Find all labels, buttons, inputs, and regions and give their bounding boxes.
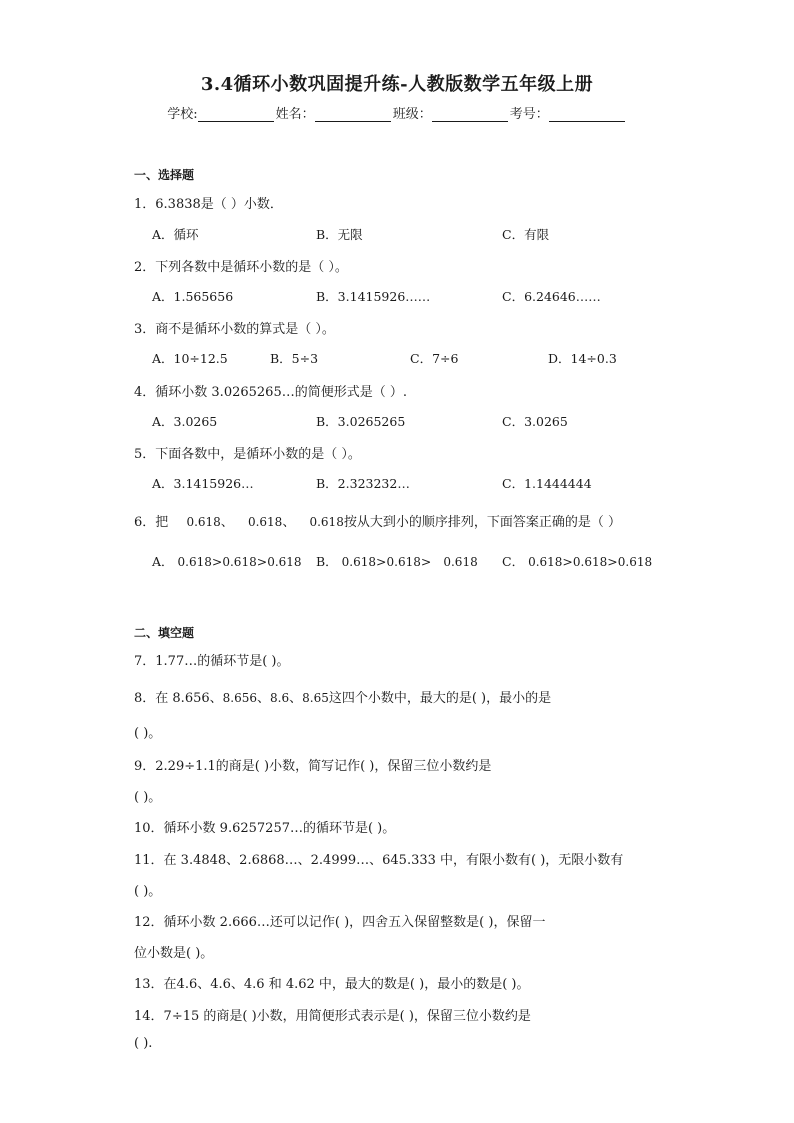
question-12-line-2: 位小数是( )。 bbox=[134, 946, 214, 961]
repeating-decimal: 0.618 bbox=[186, 515, 221, 529]
question-14 bbox=[134, 1005, 531, 1024]
name-field[interactable] bbox=[315, 107, 391, 122]
question-text-prefix: 把 bbox=[155, 515, 169, 530]
question-number: 9． bbox=[134, 759, 156, 774]
repeating-decimal: 8.65 bbox=[302, 691, 329, 705]
question-text-prefix: 在 8.656、 bbox=[155, 691, 223, 706]
option-label: C． bbox=[502, 554, 525, 569]
option-a[interactable]: A．循环 bbox=[152, 227, 199, 242]
option-b[interactable] bbox=[316, 552, 478, 570]
option-d[interactable]: D．14÷0.3 bbox=[548, 351, 617, 366]
greater-than: > bbox=[562, 554, 573, 569]
option-b[interactable]: B．2.323232… bbox=[316, 476, 410, 491]
repeating-decimal: 8.656 bbox=[222, 691, 257, 705]
question-text: 下面各数中，是循环小数的是（ ）。 bbox=[155, 447, 361, 462]
separator: 、 bbox=[220, 515, 234, 530]
option-a[interactable]: A．3.1415926… bbox=[152, 476, 254, 491]
repeating-decimal: 8.6 bbox=[270, 691, 290, 705]
question-11-line-2: ( )。 bbox=[134, 884, 162, 899]
option-a[interactable]: A．1.565656 bbox=[152, 289, 234, 304]
option-b[interactable]: B．5÷3 bbox=[270, 351, 319, 366]
student-info-row bbox=[0, 103, 794, 122]
question-text: 1.77…的循环节是( )。 bbox=[155, 654, 290, 669]
question-1 bbox=[134, 193, 283, 212]
question-5 bbox=[134, 443, 361, 462]
question-3 bbox=[134, 318, 335, 337]
option-c[interactable]: C．3.0265 bbox=[502, 414, 568, 429]
separator: 、 bbox=[282, 515, 296, 530]
question-4 bbox=[134, 381, 407, 400]
repeating-decimal: 0.618 bbox=[341, 555, 377, 569]
class-field[interactable] bbox=[432, 107, 508, 122]
question-text: 循环小数 2.666…还可以记作( )，四舍五入保留整数是( )，保留一 bbox=[163, 915, 546, 930]
question-7 bbox=[134, 650, 290, 669]
question-6 bbox=[134, 511, 621, 530]
question-number: 14． bbox=[134, 1009, 164, 1024]
question-number: 6． bbox=[134, 515, 156, 530]
question-text: 7÷15 的商是( )小数，用简便形式表示是( )，保留三位小数约是 bbox=[163, 1009, 531, 1024]
option-c[interactable]: C．6.24646…… bbox=[502, 289, 601, 304]
class-label: 班级： bbox=[392, 107, 432, 122]
question-text: 商不是循环小数的算式是（ ）。 bbox=[155, 322, 335, 337]
repeating-decimal: 0.618 bbox=[309, 515, 344, 529]
question-number: 10． bbox=[134, 821, 164, 836]
option-a[interactable]: A．3.0265 bbox=[152, 414, 218, 429]
question-number: 11． bbox=[134, 853, 164, 868]
option-c[interactable]: C．1.1444444 bbox=[502, 476, 592, 491]
repeating-decimal: 0.618 bbox=[386, 555, 421, 569]
page-title: 3.4循环小数巩固提升练-人教版数学五年级上册 bbox=[200, 74, 594, 95]
option-a[interactable]: A．10÷12.5 bbox=[152, 351, 228, 366]
question-number: 7． bbox=[134, 654, 156, 669]
question-text: 在 3.4848、2.6868…、2.4999…、645.333 中，有限小数有( )，无限小数有 bbox=[163, 853, 624, 868]
question-number: 1． bbox=[134, 197, 156, 212]
exam-no-label: 考号： bbox=[509, 107, 549, 122]
option-b[interactable]: B．无限 bbox=[316, 227, 363, 242]
question-11 bbox=[134, 849, 623, 868]
option-c[interactable]: C．有限 bbox=[502, 227, 550, 242]
question-text: 循环小数 3.0265265…的简便形式是（ ）. bbox=[155, 385, 407, 400]
greater-than: > bbox=[376, 554, 387, 569]
question-14-line-2: ( ). bbox=[134, 1036, 153, 1051]
question-9 bbox=[134, 755, 491, 774]
question-text: 下列各数中是循环小数的是（ ）。 bbox=[155, 260, 348, 275]
question-number: 4． bbox=[134, 385, 156, 400]
repeating-decimal: 0.618 bbox=[177, 555, 212, 569]
option-b[interactable]: B．3.0265265 bbox=[316, 414, 406, 429]
question-text-suffix: 按从大到小的顺序排列，下面答案正确的是（ ） bbox=[343, 515, 621, 530]
repeating-decimal: 0.618 bbox=[528, 555, 563, 569]
school-label: 学校: bbox=[167, 107, 198, 122]
question-number: 5． bbox=[134, 447, 156, 462]
question-number: 3． bbox=[134, 322, 156, 337]
question-9-line-2: ( )。 bbox=[134, 790, 162, 805]
greater-than: > bbox=[607, 554, 618, 569]
option-b[interactable]: B．3.1415926…… bbox=[316, 289, 431, 304]
section-title-choice: 一、选择题 bbox=[134, 168, 195, 182]
exam-no-field[interactable] bbox=[549, 107, 625, 122]
option-label: B． bbox=[316, 554, 338, 569]
option-c[interactable]: C．7÷6 bbox=[410, 351, 459, 366]
repeating-decimal: 0.618 bbox=[267, 555, 302, 569]
question-13 bbox=[134, 973, 529, 992]
question-text: 2.29÷1.1的商是( )小数，简写记作( )，保留三位小数约是 bbox=[155, 759, 492, 774]
question-8: 8．在 8.656、8.656、8.6、8.65这四个小数中，最大的是( )，最小的是 bbox=[134, 691, 552, 706]
question-text: 6.3838是（ ）小数． bbox=[155, 197, 283, 212]
name-label: 姓名： bbox=[275, 107, 315, 122]
greater-than: > bbox=[256, 554, 268, 569]
repeating-decimal: 0.618 bbox=[572, 555, 608, 569]
question-text-suffix: 这四个小数中，最大的是( )，最小的是 bbox=[328, 691, 552, 706]
option-a[interactable] bbox=[152, 552, 302, 570]
question-2 bbox=[134, 256, 348, 275]
repeating-decimal: 0.618 bbox=[443, 555, 478, 569]
repeating-decimal: 0.618 bbox=[247, 515, 283, 529]
question-8-line-2: ( )。 bbox=[134, 726, 162, 741]
question-12 bbox=[134, 911, 545, 930]
question-number: 2． bbox=[134, 260, 156, 275]
school-field[interactable] bbox=[198, 107, 274, 122]
question-number: 13． bbox=[134, 977, 164, 992]
question-10 bbox=[134, 817, 395, 836]
question-number: 12． bbox=[134, 915, 164, 930]
question-text: 循环小数 9.6257257…的循环节是( )。 bbox=[163, 821, 396, 836]
greater-than: > bbox=[420, 554, 432, 569]
option-c[interactable] bbox=[502, 552, 652, 570]
question-number: 8． bbox=[134, 691, 156, 706]
repeating-decimal: 0.618 bbox=[617, 555, 653, 569]
section-title-fill: 二、填空题 bbox=[134, 626, 195, 640]
greater-than: > bbox=[211, 554, 223, 569]
repeating-decimal: 0.618 bbox=[222, 555, 257, 569]
option-label: A． bbox=[152, 554, 174, 569]
question-text: 在4.6、4.6、4.6 和 4.62 中，最大的数是( )，最小的数是( )。 bbox=[163, 977, 530, 992]
